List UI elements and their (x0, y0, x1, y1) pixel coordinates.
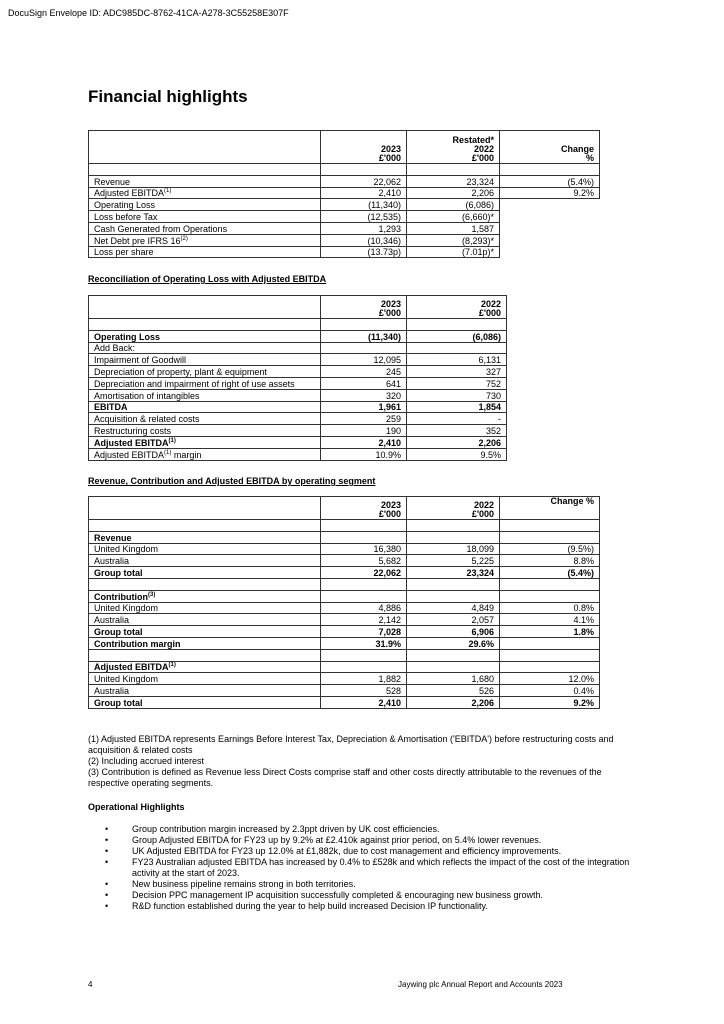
list-item: • FY23 Australian adjusted EBITDA has increased by 0.4% to £528k and which reflects the impact of the cost of the integration activity at the start of 2023. (105, 857, 630, 878)
header-change: Change % (500, 497, 600, 520)
docusign-envelope-id: DocuSign Envelope ID: ADC985DC-8762-41CA-A278-3C55258E307F (8, 8, 289, 18)
table-row: United Kingdom 16,380 18,099 (9.5%) (89, 543, 600, 555)
table-row: Loss before Tax (12,535) (6,660)* (89, 211, 600, 223)
table-row: Amortisation of intangibles 320 730 (89, 389, 507, 401)
list-item: • Decision PPC management IP acquisition successfully completed & encouraging new business growth. (105, 890, 544, 900)
header-2023: 2023 £'000 (321, 296, 407, 319)
bullet-icon: • (105, 901, 109, 911)
footer-title: Jaywing plc Annual Report and Accounts 2023 (398, 980, 563, 989)
segments-heading: Revenue, Contribution and Adjusted EBITDA by operating segment (88, 476, 376, 486)
page-title: Financial highlights (88, 87, 248, 106)
header-2022: 2022 £'000 (407, 497, 500, 520)
bullet-icon: • (105, 824, 109, 834)
reconciliation-table (88, 295, 507, 461)
header-2023: 2023 £'000 (321, 131, 407, 164)
operational-heading: Operational Highlights (88, 802, 185, 812)
bullet-icon: • (105, 835, 109, 845)
spacer-row (89, 649, 600, 661)
segments-header-row (89, 497, 600, 520)
table-row: Cash Generated from Operations 1,293 1,587 (89, 222, 600, 234)
table-row: EBITDA 1,961 1,854 (89, 401, 507, 413)
bullet-icon: • (105, 846, 109, 856)
table-row: Add Back: (89, 342, 507, 354)
list-item: • Group Adjusted EBITDA for FY23 up by 9.2% at £2.410k against prior period, on 5.4% lower revenues. (105, 835, 542, 845)
header-2023: 2023 £'000 (321, 497, 407, 520)
table-row: Depreciation of property, plant & equipment 245 327 (89, 366, 507, 378)
table-row: United Kingdom 4,886 4,849 0.8% (89, 602, 600, 614)
highlights-table (88, 130, 600, 258)
bullet-icon: • (105, 857, 109, 867)
header-2022: Restated* 2022 £'000 (407, 131, 500, 164)
header-2022: 2022 £'000 (407, 296, 507, 319)
table-row: Acquisition & related costs 259 - (89, 413, 507, 425)
table-row: Group total 22,062 23,324 (5.4%) (89, 567, 600, 579)
table-row: Group total 7,028 6,906 1.8% (89, 626, 600, 638)
bullet-icon: • (105, 879, 109, 889)
header-change: Change % (500, 131, 600, 164)
section-title-row: Contribution$^{(3)}$ (89, 590, 600, 602)
highlights-header-row (89, 131, 600, 164)
table-row: Operating Loss (11,340) (6,086) (89, 199, 600, 211)
table-row: Australia 5,682 5,225 8.8% (89, 555, 600, 567)
footnote-2: (2) Including accrued interest (88, 756, 205, 766)
table-row: Adjusted EBITDA$^{(1)}$ margin 10.9% 9.5% (89, 448, 507, 460)
list-item: • New business pipeline remains strong in both territories. (105, 879, 356, 889)
table-row: Adjusted EBITDA$^{(1)}$ 2,410 2,206 (89, 436, 507, 448)
table-row: United Kingdom 1,882 1,680 12.0% (89, 673, 600, 685)
page-number: 4 (88, 980, 93, 989)
header-blank (89, 131, 321, 164)
reconciliation-heading: Reconciliation of Operating Loss with Adjusted EBITDA (88, 274, 327, 284)
table-row: Net Debt pre IFRS 16$^{(2)}$ (10,346) (8,293)* (89, 234, 600, 246)
table-row: Australia 528 526 0.4% (89, 685, 600, 697)
operational-bullets (88, 824, 633, 912)
reconciliation-header-row (89, 296, 507, 319)
section-title-row: Revenue (89, 531, 600, 543)
spacer-row (89, 578, 600, 590)
spacer-row (89, 520, 600, 532)
table-row: Operating Loss (11,340) (6,086) (89, 330, 507, 342)
footnote-1: (1) Adjusted EBITDA represents Earnings Before Interest Tax, Depreciation & Amortisation ('EBITDA') before restructuring costs and acquisition & related costs (88, 734, 614, 755)
table-row: Revenue 22,062 23,324 (5.4%) (89, 175, 600, 187)
table-row: Restructuring costs 190 352 (89, 425, 507, 437)
table-row: Group total 2,410 2,206 9.2% (89, 696, 600, 708)
spacer-row (89, 164, 600, 176)
table-row: Australia 2,142 2,057 4.1% (89, 614, 600, 626)
list-item: • R&D function established during the year to help build increased Decision IP functionality. (105, 901, 488, 911)
table-row: Depreciation and impairment of right of use assets 641 752 (89, 377, 507, 389)
footnotes (88, 734, 633, 789)
table-row: Loss per share (13.73p) (7.01p)* (89, 246, 600, 258)
list-item: • Group contribution margin increased by 2.3ppt driven by UK cost efficiencies. (105, 824, 440, 834)
table-row: Contribution margin 31.9% 29.6% (89, 637, 600, 649)
bullet-icon: • (105, 890, 109, 900)
spacer-row (89, 319, 507, 331)
section-title-row: Adjusted EBITDA$^{(1)}$ (89, 661, 600, 673)
table-row: Adjusted EBITDA$^{(1)}$ 2,410 2,206 9.2% (89, 187, 600, 199)
table-row: Impairment of Goodwill 12,095 6,131 (89, 354, 507, 366)
footnote-3: (3) Contribution is defined as Revenue less Direct Costs comprise staff and other costs directly attributable to the revenues of the respective operating segments. (88, 767, 602, 788)
list-item: • UK Adjusted EBITDA for FY23 up 12.0% at £1,882k, due to cost management and efficiency improvements. (105, 846, 562, 856)
segments-table (88, 496, 600, 709)
